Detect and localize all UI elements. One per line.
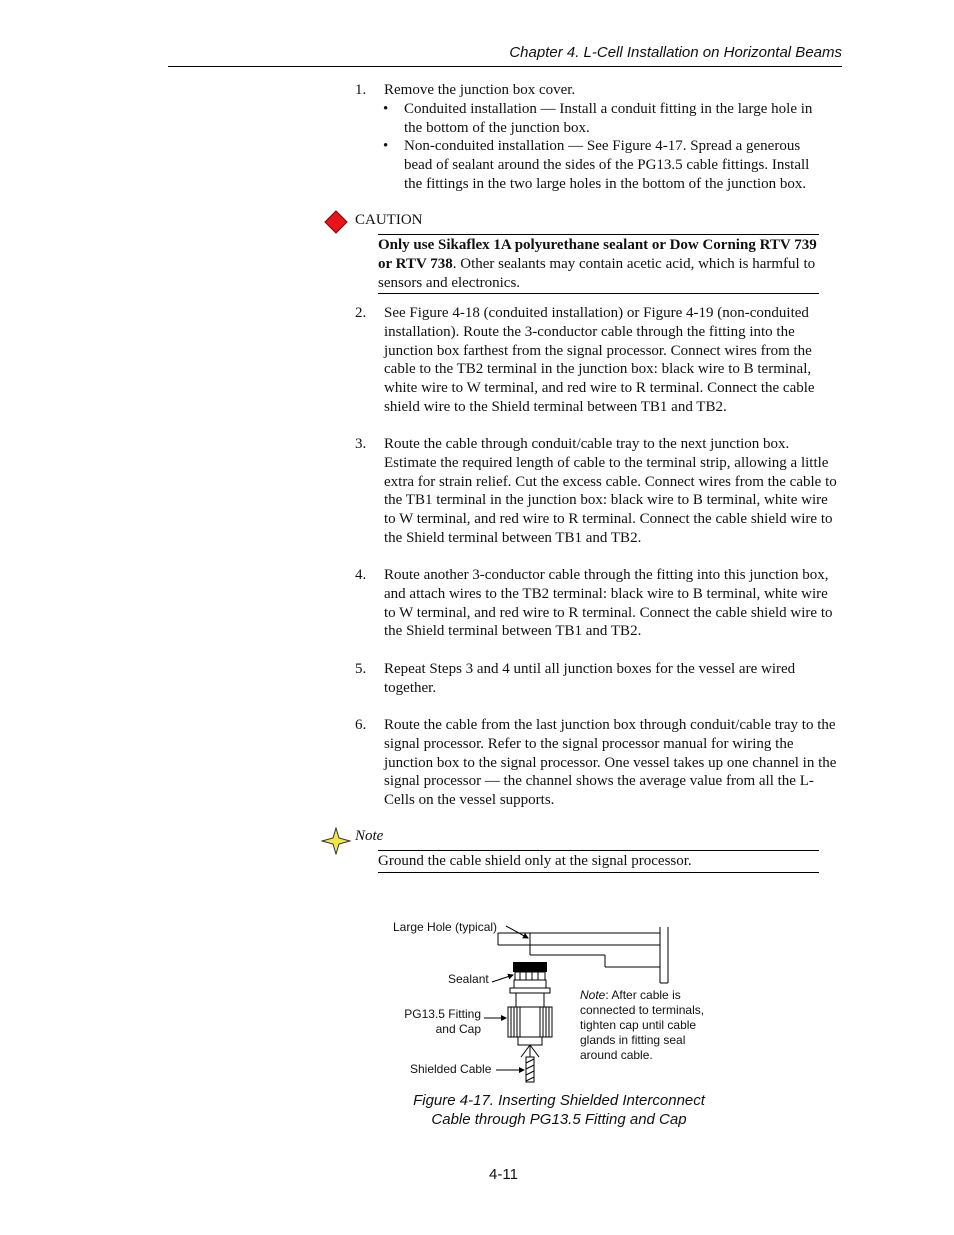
caution-rest-text: . Other sealants may contain acetic acid, which is harmful to sensors and electronics. <box>378 255 816 291</box>
shielded-cable <box>521 1045 539 1082</box>
caution-text <box>378 236 823 292</box>
caption-line-1: Figure 4-17. Inserting Shielded Interconnect <box>413 1092 705 1109</box>
note-star-icon <box>321 827 351 855</box>
step-text: Route another 3-conductor cable through the fitting into this junction box, and attach wires to the TB2 terminal: black wire to B terminal, white wire to W terminal, and red wire to R terminal. Connect the cable shield wire to the Shield terminal between TB1 and TB2. <box>384 567 833 640</box>
chapter-title: Chapter 4. L-Cell Installation on Horizontal Beams <box>509 44 842 61</box>
sealant-label: Sealant <box>448 972 489 986</box>
fitting-body <box>508 980 552 1045</box>
note-text: Ground the cable shield only at the signal processor. <box>378 853 692 869</box>
step-number: 2. <box>355 305 367 321</box>
figure-note-text: : After cable is connected to terminals, tighten cap until cable glands in fitting seal around cable. <box>580 988 705 1062</box>
step-text: Route the cable from the last junction box through conduit/cable tray to the signal processor. Refer to the signal processor manual for wiring the junction box to the signal processor. One vessel takes up one channel in the signal processor — the channel shows the average value from all the L-Cells on the vessel supports. <box>384 717 837 809</box>
large-hole-leader <box>506 926 528 938</box>
step-number: 3. <box>355 436 367 452</box>
step-text: Remove the junction box cover. <box>384 82 576 98</box>
step-number: 5. <box>355 661 367 677</box>
figure-note <box>580 988 715 1063</box>
note-divider-top <box>378 850 819 851</box>
caution-divider-bottom <box>378 293 819 294</box>
step-text: Repeat Steps 3 and 4 until all junction boxes for the vessel are wired together. <box>384 661 796 696</box>
step-text: See Figure 4-18 (conduited installation) or Figure 4-19 (non-conduited installation). Route the 3-conductor cable through the fitting into the junction box farthest from the signal processor. Connect wires from the cable to the TB2 terminal in the junction box: black wire to B terminal, white wire to W terminal, and red wire to R terminal. Connect the cable shield wire to the Shield terminal between TB1 and TB2. <box>384 305 815 415</box>
bullet-text: Non-conduited installation — See Figure 4-17. Spread a generous bead of sealant around the sides of the PG13.5 cable fittings. Install the fittings in the two large holes in the bottom of the junction box. <box>404 138 810 192</box>
step-number: 1. <box>355 82 367 98</box>
caption-line-2: Cable through PG13.5 Fitting and Cap <box>431 1111 687 1128</box>
caution-divider-top <box>378 234 819 235</box>
fitting-label <box>404 1007 481 1037</box>
note-label: Note <box>355 828 384 844</box>
step-number: 6. <box>355 717 367 733</box>
caution-icon <box>324 210 348 234</box>
large-hole-label: Large Hole (typical) <box>393 920 498 934</box>
caution-bold-text: Only use Sikaflex 1A polyurethane sealant or Dow Corning RTV 739 or RTV 738 <box>378 237 817 272</box>
page-header <box>168 42 842 67</box>
sealant-leader <box>492 975 513 982</box>
bullet-text: Conduited installation — Install a conduit fitting in the large hole in the bottom of the junction box. <box>404 101 813 136</box>
bullet-mark: • <box>383 138 389 154</box>
bullet-mark: • <box>383 101 389 117</box>
note-divider-bottom <box>378 872 819 873</box>
step-text: Route the cable through conduit/cable tray to the next junction box. Estimate the required length of cable to the terminal strip, allowing a little extra for strain relief. Cut the excess cable. Connect wires from the cable to the TB1 terminal in the junction box: black wire to B terminal, white wire to W terminal, and red wire to R terminal. Connect the cable shield wire to the Shield terminal between TB1 and TB2. <box>384 436 837 546</box>
sealant-band <box>513 962 547 980</box>
figure-caption <box>380 1091 738 1129</box>
caution-label: CAUTION <box>355 212 423 228</box>
fitting-label-line1: PG13.5 Fitting <box>404 1007 481 1021</box>
fitting-label-line2: and Cap <box>435 1022 481 1036</box>
shielded-cable-label: Shielded Cable <box>410 1062 492 1076</box>
step-number: 4. <box>355 567 367 583</box>
figure-note-label: Note <box>580 988 606 1002</box>
page-number: 4-11 <box>489 1166 518 1183</box>
